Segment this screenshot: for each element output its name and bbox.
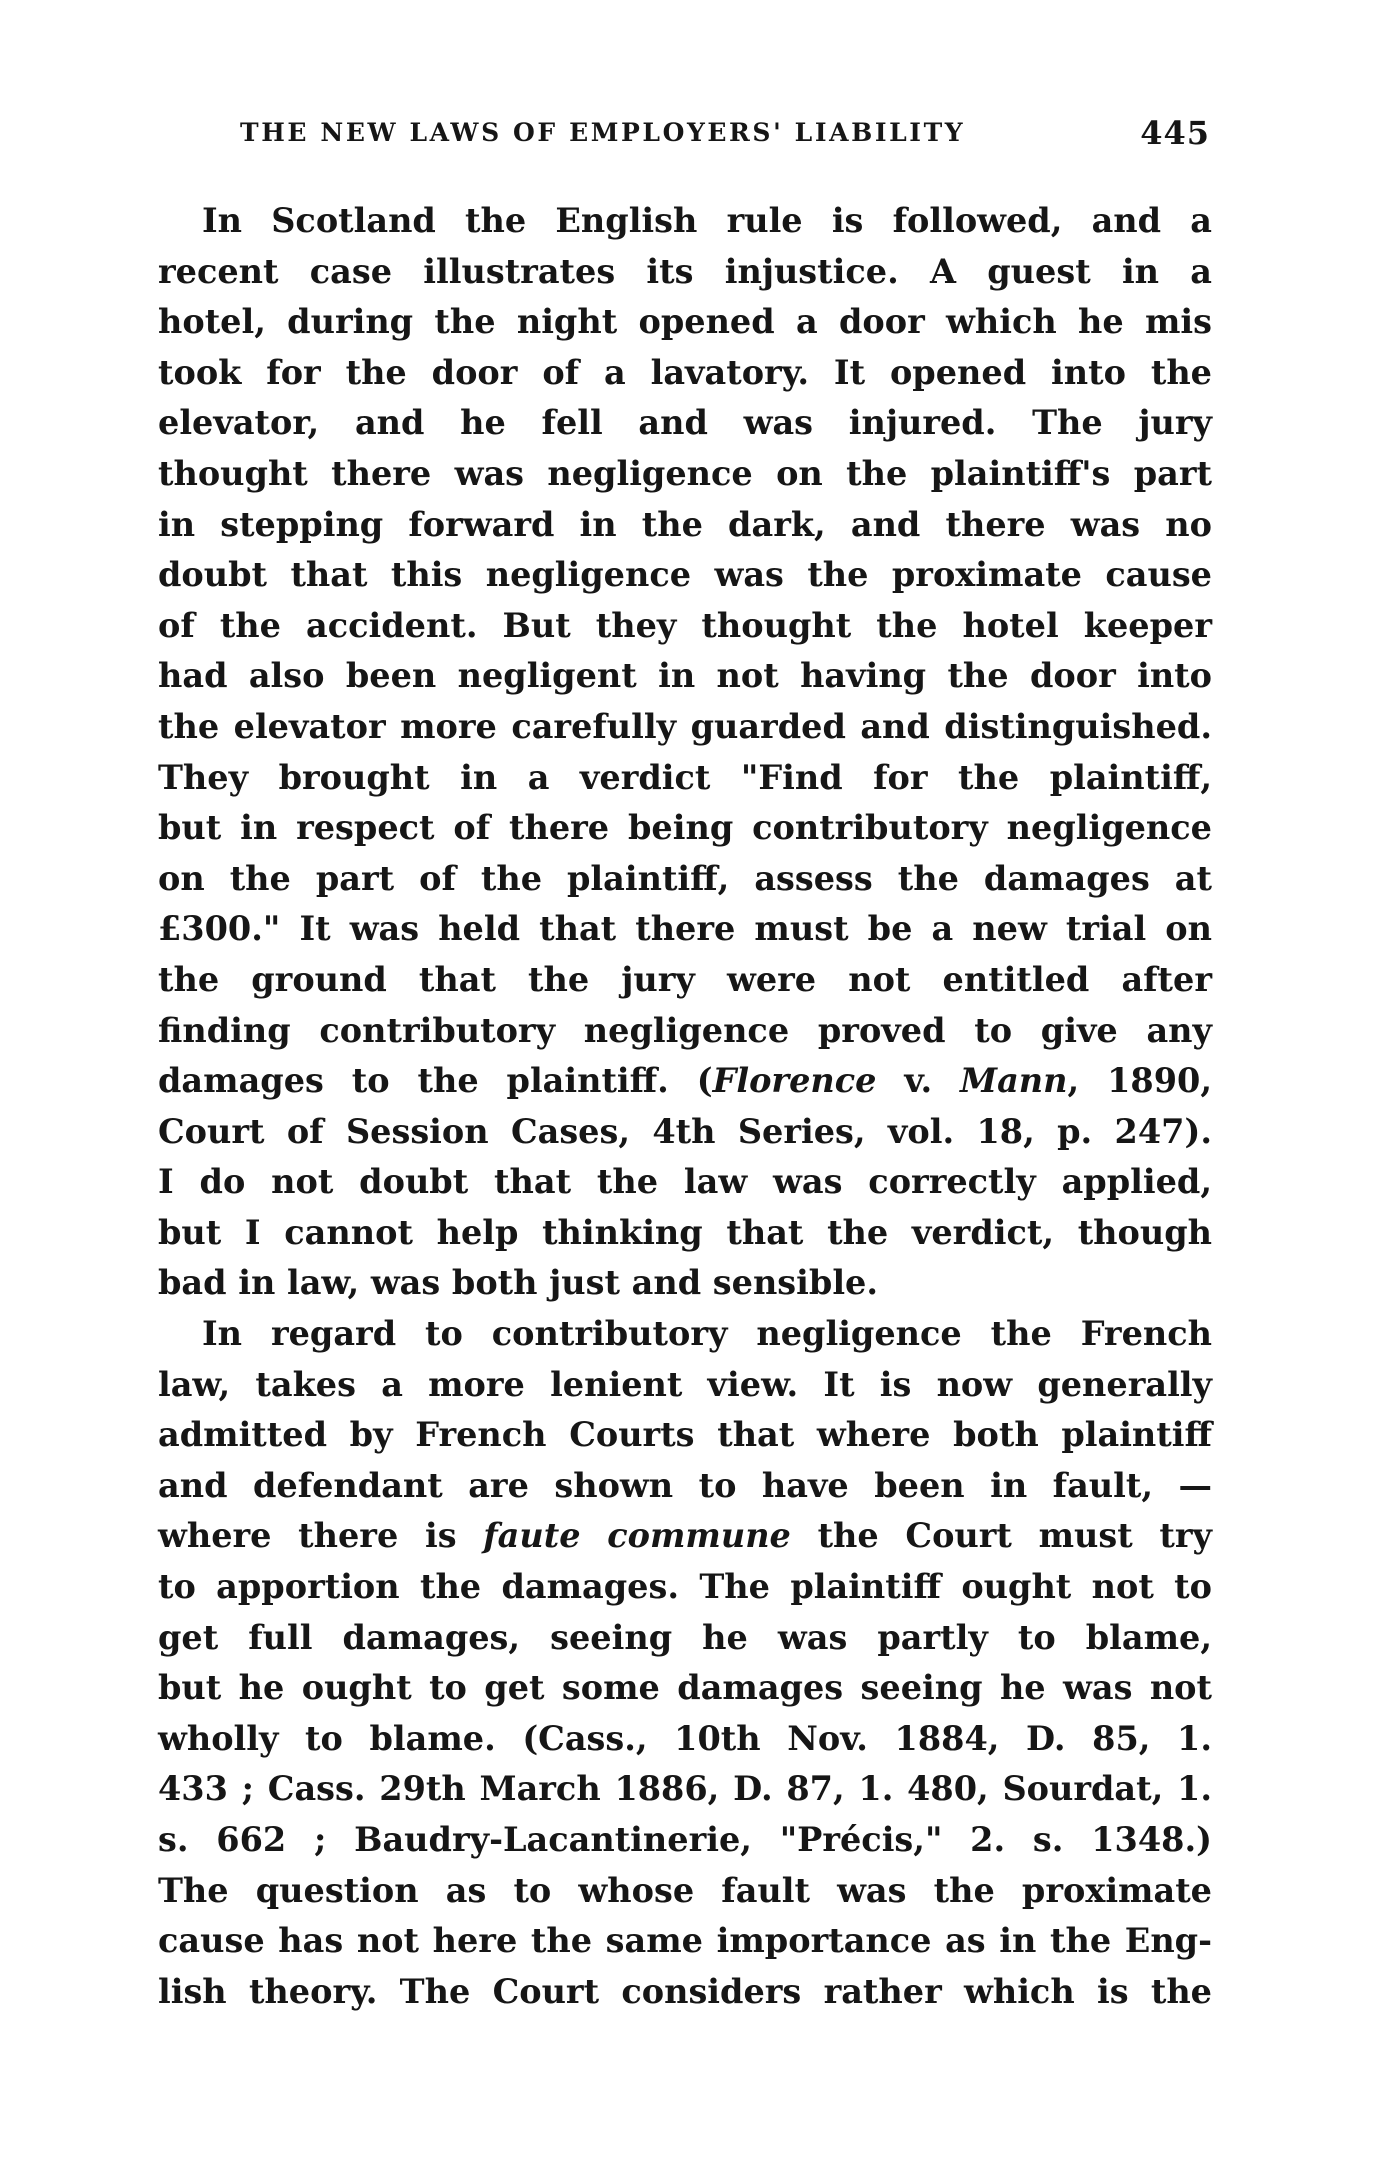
text-run: , 1890, — [1067, 1061, 1212, 1101]
text-line: of the accident. But they thought the hotel keeper — [158, 605, 1212, 645]
text-line: took for the door of a lavatory. It opened into the — [158, 352, 1212, 392]
body-text — [158, 196, 1212, 2017]
case-name-italic: Mann — [960, 1061, 1068, 1101]
text-run: v. — [876, 1061, 961, 1101]
text-line: in stepping forward in the dark, and there was no — [158, 504, 1212, 544]
text-line: bad in law, was both just and sensible. — [158, 1263, 879, 1303]
page-number: 445 — [1140, 114, 1210, 152]
text-line: the ground that the jury were not entitled after — [158, 959, 1212, 999]
text-line: law, takes a more lenient view. It is now generally — [158, 1364, 1212, 1404]
text-line: but in respect of there being contributory negligence — [158, 808, 1212, 848]
text-line: on the part of the plaintiff, assess the damages at — [158, 858, 1212, 898]
paragraph — [158, 196, 1212, 1309]
text-line: I do not doubt that the law was correctly applied, — [158, 1162, 1212, 1202]
text-line: to apportion the damages. The plaintiff ought not to — [158, 1567, 1212, 1607]
text-line: recent case illustrates its injustice. A guest in a — [158, 251, 1212, 291]
text-line: get full damages, seeing he was partly to blame, — [158, 1617, 1212, 1657]
running-head-title: THE NEW LAWS OF EMPLOYERS' LIABILITY — [240, 118, 966, 147]
text-line: doubt that this negligence was the proximate cause — [158, 555, 1212, 595]
foreign-phrase-italic: faute commune — [483, 1516, 791, 1556]
text-line-italic-phrase — [158, 1511, 1212, 1562]
text-line: hotel, during the night opened a door which he mis — [158, 302, 1212, 342]
text-line: thought there was negligence on the plaintiff's part — [158, 453, 1212, 493]
text-line: cause has not here the same importance as in the Eng- — [158, 1921, 1212, 1961]
text-line: In Scotland the English rule is followed, and a — [202, 201, 1212, 240]
text-line: s. 662 ; Baudry-Lacantinerie, "Précis," 2. s. 1348.) — [158, 1820, 1212, 1859]
running-head — [160, 114, 1210, 158]
text-line: wholly to blame. (Cass., 10th Nov. 1884, D. 85, 1. — [158, 1718, 1212, 1758]
text-line: 433 ; Cass. 29th March 1886, D. 87, 1. 480, Sourdat, 1. — [158, 1769, 1212, 1809]
text-line: The question as to whose fault was the proximate — [158, 1870, 1212, 1910]
text-line: They brought in a verdict "Find for the plaintiff, — [158, 757, 1212, 797]
text-line: but he ought to get some damages seeing he was not — [158, 1668, 1212, 1708]
text-line: but I cannot help thinking that the verdict, though — [158, 1212, 1212, 1252]
text-line: admitted by French Courts that where both plaintiff — [158, 1415, 1212, 1455]
text-line: finding contributory negligence proved to give any — [158, 1010, 1212, 1050]
case-name-italic: Florence — [712, 1061, 877, 1101]
text-line: the elevator more carefully guarded and distinguished. — [158, 706, 1212, 746]
paragraph — [158, 1309, 1212, 2017]
text-run: the Court must try — [790, 1516, 1213, 1556]
text-line: Court of Session Cases, 4th Series, vol. 18, p. 247). — [158, 1111, 1212, 1151]
text-line: lish theory. The Court considers rather which is the — [158, 1971, 1212, 2011]
text-line-citation — [158, 1056, 1212, 1107]
text-line: elevator, and he fell and was injured. The jury — [158, 403, 1212, 443]
text-line: In regard to contributory negligence the French — [202, 1314, 1212, 1354]
text-line: £300." It was held that there must be a new trial on — [158, 909, 1212, 949]
text-run: where there is — [158, 1516, 484, 1556]
text-line: and defendant are shown to have been in fault, — — [158, 1465, 1212, 1505]
text-line: had also been negligent in not having the door into — [158, 656, 1212, 696]
text-run: damages to the plaintiff. ( — [158, 1061, 713, 1101]
